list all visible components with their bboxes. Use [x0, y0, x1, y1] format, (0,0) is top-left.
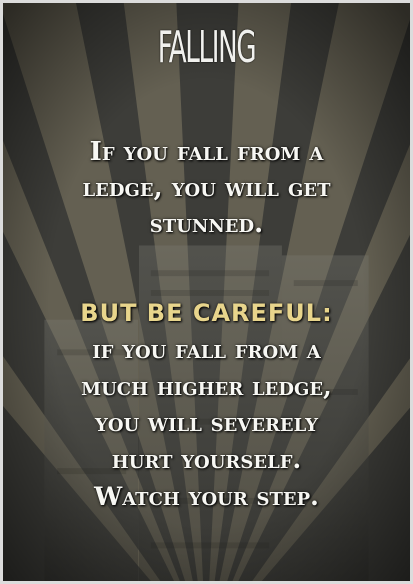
card-title: FALLING	[157, 22, 256, 73]
injury-warning	[3, 295, 410, 516]
body-line: If you fall from a	[89, 137, 324, 167]
body-line: much higher ledge,	[81, 371, 332, 401]
body-line: stunned.	[149, 209, 264, 239]
body-line: hurt yourself.	[111, 445, 302, 475]
warning-heading: BUT BE CAREFUL:	[80, 299, 333, 327]
body-line: ledge, you will get	[82, 173, 331, 203]
body-line: if you fall from a	[92, 334, 321, 364]
body-line: you will severely	[94, 408, 319, 438]
stun-explanation	[3, 134, 410, 242]
body-line: Watch your step.	[94, 481, 319, 511]
